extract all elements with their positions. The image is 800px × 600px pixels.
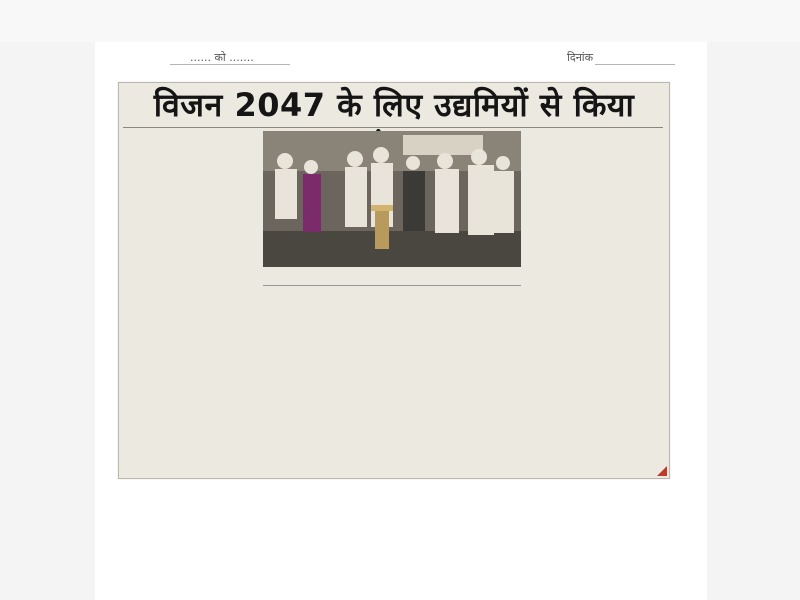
header-rule-right (595, 64, 675, 65)
article-column-3 (397, 289, 521, 475)
article-column-1 (127, 175, 257, 475)
header-page-label: ...... को ....... (190, 51, 254, 64)
newspaper-clipping (118, 82, 670, 479)
corner-mark (657, 466, 667, 476)
top-margin (0, 0, 800, 42)
article-column-4 (529, 133, 661, 473)
article-column-2 (263, 289, 388, 475)
photo-caption (263, 269, 521, 286)
article-headline: विजन 2047 के लिए उद्यमियों से किया (153, 86, 635, 124)
headline-rule (123, 127, 663, 128)
header-rule-left (170, 64, 290, 65)
photo-image (263, 131, 521, 267)
header-date-label: दिनांक (567, 51, 594, 64)
event-photo (263, 131, 521, 267)
